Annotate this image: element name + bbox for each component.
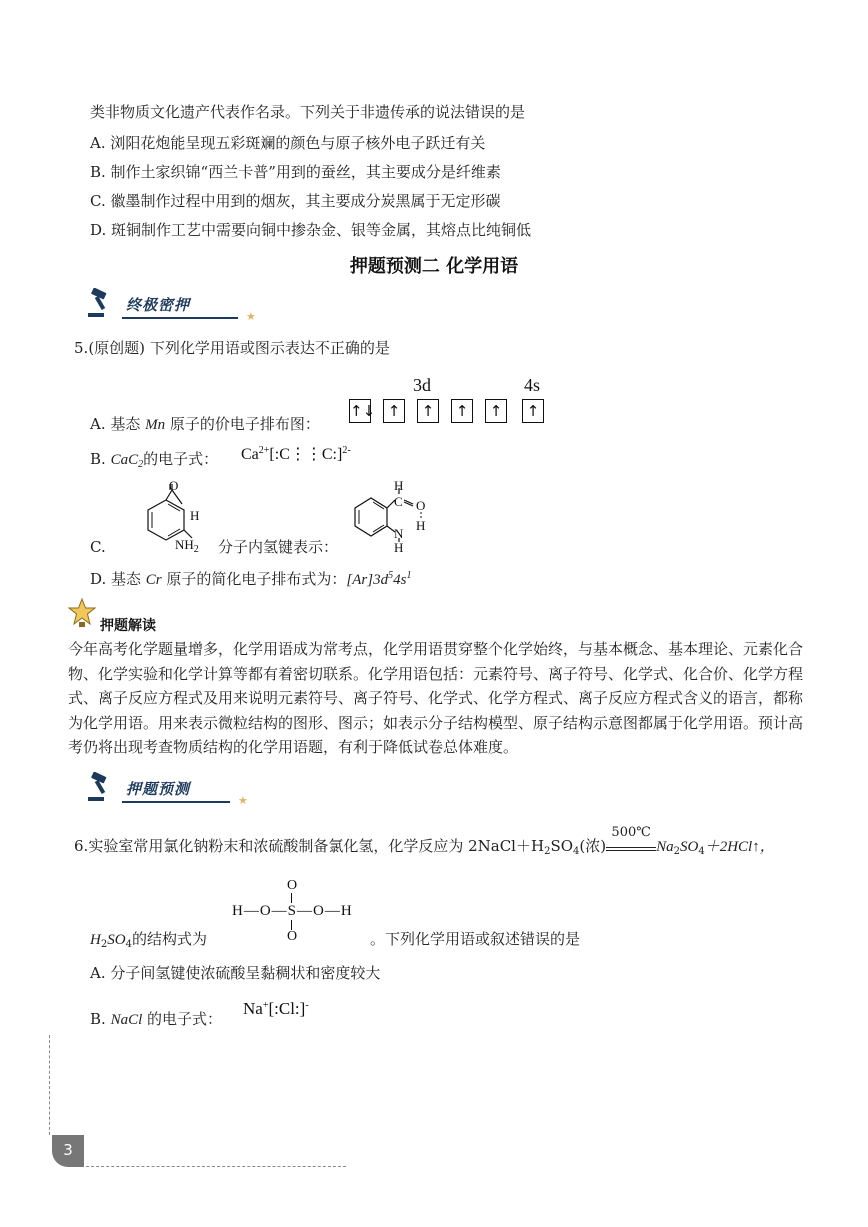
q5-option-b: B. CaC$_2$的电子式： [90, 450, 219, 470]
banner-final-label: 终极密押 [126, 296, 191, 314]
struct2-h-right: H [416, 518, 426, 533]
banner-final-underline [122, 317, 238, 319]
orbital-box: ↑ [485, 399, 507, 423]
q6-stem: 6.实验室常用氯化钠粉末和浓硫酸制备氯化氢，化学反应为 $2NaCl+H_2SO_4$(浓) 500℃ $Na_2SO_4+2HCl↑$， [74, 825, 775, 857]
struct-o-top: O [287, 878, 298, 893]
label-3d: 3d [413, 375, 431, 395]
struct2-h-bottom: H [394, 540, 404, 555]
struct-bond-top [291, 893, 292, 903]
q6-option-b: B. NaCl 的电子式： [90, 1010, 223, 1028]
aminobenzaldehyde-structure [118, 478, 218, 558]
banner-predict-label: 押题预测 [126, 780, 191, 798]
star-icon: ★ [246, 310, 256, 323]
q6-option-a: A. 分子间氢键使浓硫酸呈黏稠状和密度较大 [90, 964, 381, 982]
q5-option-c-prefix: C. [90, 538, 106, 556]
nacl-electron-formula: Na+[:Cl:]- [243, 999, 309, 1018]
label-4s: 4s [524, 375, 541, 395]
q5-option-d: D. 基态 Cr 原子的简化电子排布式为：$[Ar]3d^54s^1$ [90, 570, 412, 588]
struct-o-bottom: O [287, 929, 298, 944]
reading-text: 今年高考化学题量增多，化学用语成为常考点，化学用语贯穿整个化学始终，与基本概念、基本理论、元素化合物、化学实验和化学计算等都有着密切联系。化学用语包括：元素符号、离子符号、化学式、化合价、化学方程式、离子反应方程式及用来说明元素符号、离子符号、化学式、化学方程式、离子反应方程式含义的语言，都称为化学用语。用来表示微粒结构的图形、图示；如表示分子结构模型、原子结构示意图都属于化学用语。预计高考仍将出现考查物质结构的化学用语题，有利于降低试卷总体难度。 [68, 640, 804, 756]
orbital-box-4s: ↑ [522, 399, 544, 423]
footer-dashed-line [86, 1166, 346, 1167]
banner-predict [86, 772, 266, 806]
q5-option-a: A. 基态 Mn 原子的价电子排布图： [90, 415, 320, 433]
orbital-box: ↑↓ [349, 399, 371, 423]
orbital-box: ↑ [383, 399, 405, 423]
intro-line: 类非物质文化遗产代表作名录。下列关于非遗传承的说法错误的是 [90, 103, 526, 121]
q6-struct-line: $H_2SO_4$的结构式为 [90, 930, 207, 950]
margin-dashed-line [49, 1035, 50, 1135]
struct1-o: O [169, 478, 179, 493]
struct2-c: C [394, 494, 403, 509]
reaction-condition: 500℃ [611, 825, 651, 840]
q4-option-a: A. 浏阳花炮能呈现五彩斑斓的颜色与原子核外电子跃迁有关 [90, 134, 486, 152]
gavel-icon [86, 772, 120, 804]
q4-option-c: C. 徽墨制作过程中用到的烟灰，其主要成分炭黑属于无定形碳 [90, 192, 501, 210]
star-icon: ★ [238, 794, 248, 807]
trophy-star-icon [68, 598, 96, 628]
struct2-n: N [394, 526, 404, 541]
q6-struct-after: 。下列化学用语或叙述错误的是 [370, 930, 581, 948]
q4-option-b: B. 制作土家织锦“西兰卡普”用到的蚕丝，其主要成分是纤维素 [90, 163, 501, 181]
orbital-box: ↑ [451, 399, 473, 423]
banner-final [86, 288, 266, 322]
struct-row: H—O—S—O—H [232, 903, 353, 919]
orbital-box: ↑ [417, 399, 439, 423]
banner-predict-underline [122, 801, 230, 803]
cac2-electron-formula: $Ca^{2+}[:C⋮⋮C:]^{2-}$ [241, 445, 351, 463]
q4-option-d: D. 斑铜制作工艺中需要向铜中掺杂金、银等金属，其熔点比纯铜低 [90, 221, 532, 239]
struct1-nh2: $NH_2$ [175, 537, 199, 555]
page-number: 3 [52, 1135, 84, 1167]
struct1-h: H [190, 508, 200, 523]
q5-stem: 5.(原创题) 下列化学用语或图示表达不正确的是 [74, 339, 390, 357]
q5-option-c-text: 分子内氢键表示： [218, 538, 339, 556]
gavel-icon [86, 288, 120, 320]
struct2-h-top: H [394, 478, 404, 493]
reading-title: 押题解读 [100, 618, 156, 634]
struct2-o: O [416, 498, 426, 513]
section-title: 押题预测二 化学用语 [349, 256, 519, 277]
